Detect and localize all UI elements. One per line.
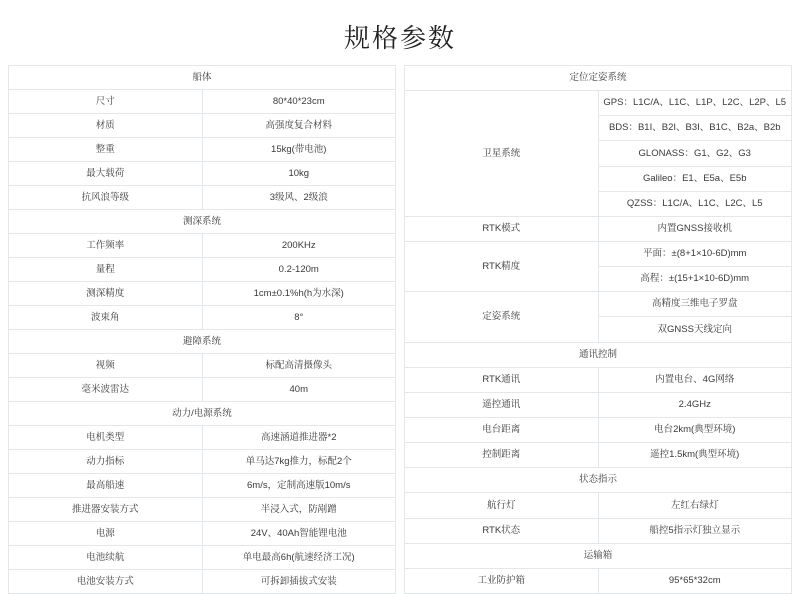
- row-label: RTK模式: [405, 216, 599, 241]
- row-label: 最大载荷: [9, 162, 203, 186]
- table-row: [9, 258, 396, 282]
- row-label: 量程: [9, 258, 203, 282]
- row-value: 1cm±0.1%h(h为水深): [202, 282, 396, 306]
- section-header: 避障系统: [9, 330, 396, 354]
- row-value: 95*65*32cm: [598, 568, 792, 593]
- row-value: 半浸入式，防剐蹭: [202, 498, 396, 522]
- table-row: [405, 568, 792, 593]
- row-value: 电台2km(典型环境): [598, 417, 792, 442]
- table-row: [405, 241, 792, 266]
- row-value: 40m: [202, 378, 396, 402]
- row-label: 电台距离: [405, 417, 599, 442]
- row-value: GLONASS：G1、G2、G3: [598, 141, 792, 166]
- table-row: [9, 234, 396, 258]
- row-value: 内置GNSS接收机: [598, 216, 792, 241]
- row-label: 最高船速: [9, 474, 203, 498]
- row-value: 高速涵道推进器*2: [202, 426, 396, 450]
- left-table-body: [9, 66, 396, 594]
- table-row: [405, 417, 792, 442]
- table-row: [9, 114, 396, 138]
- table-row: [9, 66, 396, 90]
- row-value: 内置电台、4G网络: [598, 367, 792, 392]
- table-row: [9, 330, 396, 354]
- table-row: [9, 426, 396, 450]
- table-row: [405, 493, 792, 518]
- row-value: 单电最高6h(航速经济工况): [202, 546, 396, 570]
- section-header: 动力/电源系统: [9, 402, 396, 426]
- table-row: [9, 474, 396, 498]
- table-row: [9, 522, 396, 546]
- table-row: [9, 306, 396, 330]
- table-row: [405, 342, 792, 367]
- row-label: 电池续航: [9, 546, 203, 570]
- table-row: [9, 186, 396, 210]
- row-value: 8°: [202, 306, 396, 330]
- row-label: 控制距离: [405, 443, 599, 468]
- table-row: [9, 498, 396, 522]
- section-header: 通讯控制: [405, 342, 792, 367]
- row-label: RTK状态: [405, 518, 599, 543]
- table-row: [9, 210, 396, 234]
- spec-tables-container: [0, 65, 800, 594]
- row-value: 15kg(带电池): [202, 138, 396, 162]
- row-label: 工作频率: [9, 234, 203, 258]
- row-value: 单马达7kg推力，标配2个: [202, 450, 396, 474]
- row-value: 24V、40Ah智能锂电池: [202, 522, 396, 546]
- row-label: 毫米波雷达: [9, 378, 203, 402]
- row-value: 80*40*23cm: [202, 90, 396, 114]
- row-value: 200KHz: [202, 234, 396, 258]
- table-row: [405, 392, 792, 417]
- right-table-body: [405, 66, 792, 594]
- table-row: [9, 138, 396, 162]
- row-label: 遥控通讯: [405, 392, 599, 417]
- row-value: 高精度三维电子罗盘: [598, 292, 792, 317]
- table-row: [9, 570, 396, 594]
- row-value: GPS：L1C/A、L1C、L1P、L2C、L2P、L5: [598, 91, 792, 116]
- row-label: 推进器安装方式: [9, 498, 203, 522]
- row-label: 视频: [9, 354, 203, 378]
- table-row: [405, 443, 792, 468]
- row-value: 0.2-120m: [202, 258, 396, 282]
- row-value: 平面：±(8+1×10-6D)mm: [598, 241, 792, 266]
- row-label: 尺寸: [9, 90, 203, 114]
- row-label: 定姿系统: [405, 292, 599, 342]
- row-label: 波束角: [9, 306, 203, 330]
- row-label: 电机类型: [9, 426, 203, 450]
- row-label: RTK通讯: [405, 367, 599, 392]
- row-label: RTK精度: [405, 241, 599, 291]
- row-label: 抗风浪等级: [9, 186, 203, 210]
- row-value: 标配高清摄像头: [202, 354, 396, 378]
- table-row: [9, 402, 396, 426]
- row-label: 电源: [9, 522, 203, 546]
- table-row: [405, 292, 792, 317]
- row-value: 船控5指示灯独立显示: [598, 518, 792, 543]
- table-row: [405, 216, 792, 241]
- row-label: 测深精度: [9, 282, 203, 306]
- row-value: 10kg: [202, 162, 396, 186]
- section-header: 运输箱: [405, 543, 792, 568]
- table-row: [9, 378, 396, 402]
- right-spec-table: [404, 65, 792, 594]
- section-header: 测深系统: [9, 210, 396, 234]
- row-label: 航行灯: [405, 493, 599, 518]
- row-label: 卫星系统: [405, 91, 599, 217]
- row-value: QZSS：L1C/A、L1C、L2C、L5: [598, 191, 792, 216]
- table-gap: [396, 65, 404, 594]
- row-value: BDS：B1I、B2I、B3I、B1C、B2a、B2b: [598, 116, 792, 141]
- left-spec-table: [8, 65, 396, 594]
- row-label: 整重: [9, 138, 203, 162]
- section-header: 定位定姿系统: [405, 66, 792, 91]
- table-row: [405, 468, 792, 493]
- table-row: [9, 354, 396, 378]
- row-value: 双GNSS天线定向: [598, 317, 792, 342]
- row-value: 3级风、2级浪: [202, 186, 396, 210]
- row-value: 2.4GHz: [598, 392, 792, 417]
- table-row: [9, 546, 396, 570]
- table-row: [405, 91, 792, 116]
- row-value: 6m/s，定制高速版10m/s: [202, 474, 396, 498]
- table-row: [405, 518, 792, 543]
- table-row: [405, 66, 792, 91]
- row-label: 工业防护箱: [405, 568, 599, 593]
- table-row: [9, 282, 396, 306]
- table-row: [405, 367, 792, 392]
- row-label: 电池安装方式: [9, 570, 203, 594]
- row-value: 左红右绿灯: [598, 493, 792, 518]
- table-row: [405, 543, 792, 568]
- section-header: 状态指示: [405, 468, 792, 493]
- page-title: 规格参数: [343, 23, 456, 53]
- row-value: 遥控1.5km(典型环境): [598, 443, 792, 468]
- table-row: [9, 162, 396, 186]
- row-value: 可拆卸插拔式安装: [202, 570, 396, 594]
- row-label: 动力指标: [9, 450, 203, 474]
- row-value: Galileo：E1、E5a、E5b: [598, 166, 792, 191]
- table-row: [9, 450, 396, 474]
- row-label: 材质: [9, 114, 203, 138]
- row-value: 高程：±(15+1×10-6D)mm: [598, 267, 792, 292]
- table-row: [9, 90, 396, 114]
- row-value: 高强度复合材料: [202, 114, 396, 138]
- section-header: 船体: [9, 66, 396, 90]
